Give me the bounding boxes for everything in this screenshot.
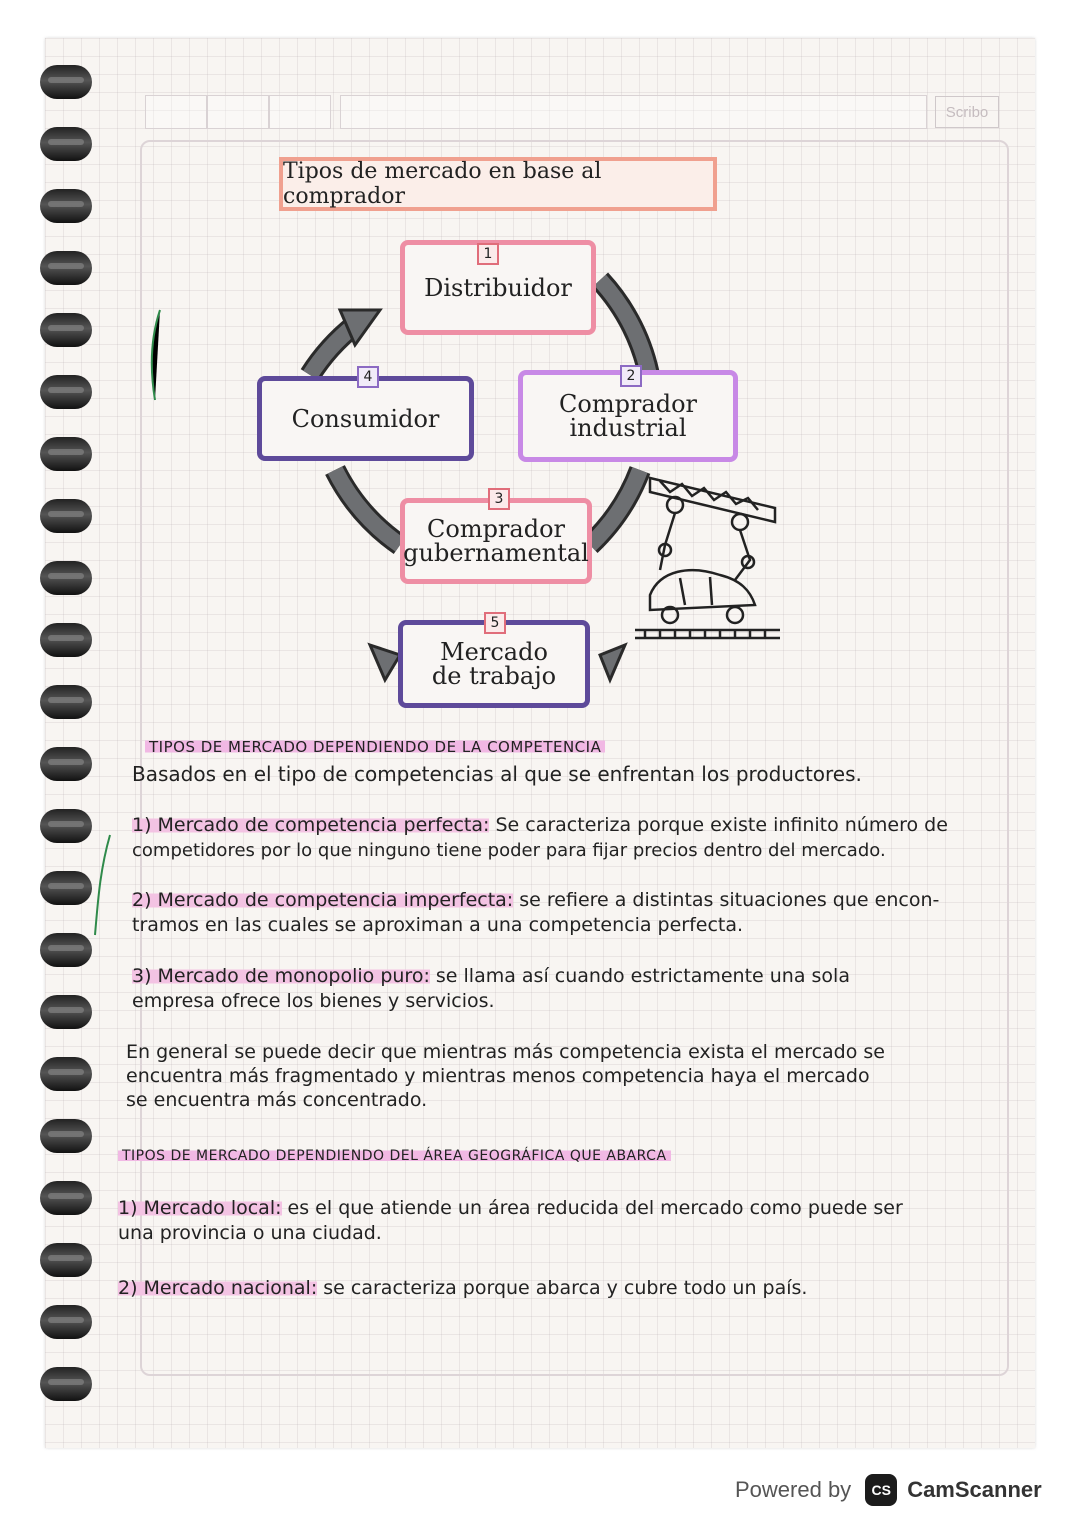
node-label-line2: de trabajo [431,662,557,690]
list-item [118,1196,903,1246]
node-number-badge: 3 [488,488,510,510]
term: 2) Mercado nacional: [118,1277,318,1299]
definition: se llama así cuando estrictamente una sola [429,965,850,987]
powered-by-text: Powered by [735,1477,852,1502]
footer-watermark [735,1470,1042,1510]
diagram-title: Tipos de mercado en base al comprador [279,157,717,211]
section-intro: Basados en el tipo de competencias al que se enfrentan los productores. [132,762,862,786]
general-paragraph [126,1040,885,1112]
section-heading-geografica: TIPOS DE MERCADO DEPENDIENDO DEL ÁREA GEOGRÁFICA QUE ABARCA [118,1148,671,1164]
node-number-badge: 2 [620,365,642,387]
list-item [132,964,850,1014]
list-item [118,1276,807,1301]
camscanner-logo-icon: CS [865,1474,897,1506]
node-number-badge: 1 [477,243,499,265]
definition-cont: competidores por lo que ninguno tiene poder para fijar precios dentro del mercado. [132,840,886,861]
node-label-line2: industrial [569,414,687,442]
robot-arm-illustration [630,470,780,645]
paragraph-line: En general se puede decir que mientras más competencia exista el mercado se [126,1041,885,1063]
definition: se caracteriza porque abarca y cubre todo un país. [317,1277,808,1299]
node-consumidor [257,376,474,461]
term: 1) Mercado local: [118,1197,282,1219]
term: 2) Mercado de competencia imperfecta: [132,889,514,911]
node-label: Distribuidor [424,273,572,302]
node-label-line1: Mercado [440,638,548,666]
node-label: Consumidor [291,404,440,433]
definition-cont: una provincia o una ciudad. [118,1222,382,1244]
node-label-line1: Comprador [427,515,565,543]
term: 1) Mercado de competencia perfecta: [132,814,490,836]
node-comprador-gubernamental [400,498,592,584]
node-number-badge: 5 [484,612,506,634]
paragraph-line: se encuentra más concentrado. [126,1089,428,1111]
definition-cont: tramos en las cuales se aproximan a una competencia perfecta. [132,914,744,936]
node-number-badge: 4 [357,366,379,388]
term: 3) Mercado de monopolio puro: [132,965,430,987]
section-heading-competencia: TIPOS DE MERCADO DEPENDIENDO DE LA COMPETENCIA [145,738,605,756]
definition-cont: empresa ofrece los bienes y servicios. [132,990,495,1012]
paragraph-line: encuentra más fragmentado y mientras menos competencia haya el mercado [126,1065,870,1087]
definition: es el que atiende un área reducida del mercado como puede ser [281,1197,903,1219]
definition: se refiere a distintas situaciones que encon- [513,889,940,911]
list-item [132,888,939,938]
node-label-line2: gubernamental [403,539,589,567]
definition: Se caracteriza porque existe infinito número de [489,814,948,836]
brand-label: Scribo [935,96,999,128]
margin-mark [90,830,120,940]
camscanner-brand: CamScanner [907,1477,1042,1502]
list-item [132,813,948,863]
node-label-line1: Comprador [559,390,697,418]
